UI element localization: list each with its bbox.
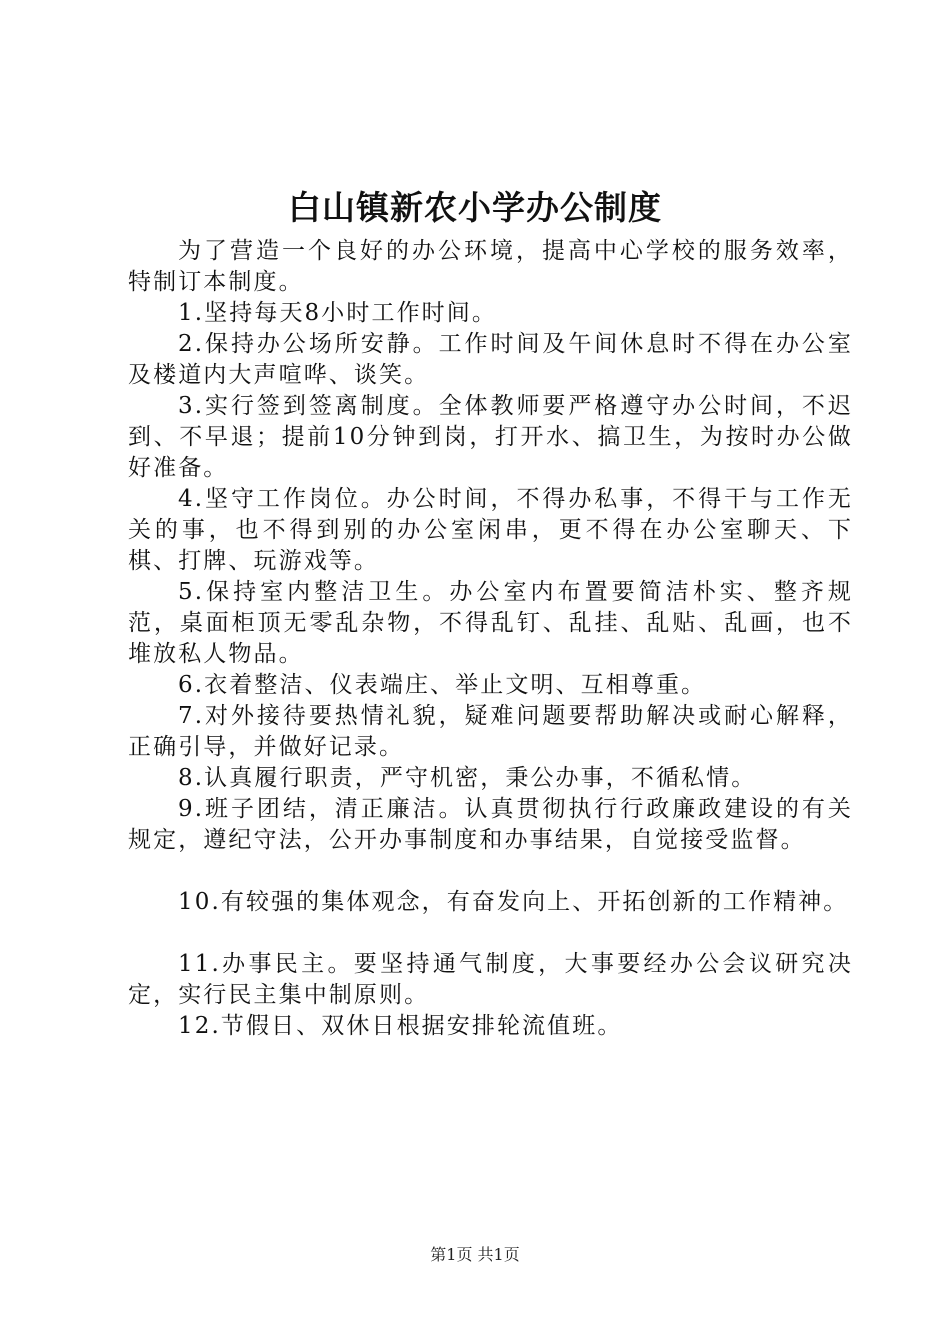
rule-item-4: 4.坚守工作岗位。办公时间，不得办私事，不得干与工作无关的事，也不得到别的办公室闲串，更不得在办公室聊天、下棋、打牌、玩游戏等。	[128, 486, 853, 574]
document-title: 白山镇新农小学办公制度	[288, 188, 662, 227]
rule-item-8: 8.认真履行职责，严守机密，秉公办事，不循私情。	[178, 765, 757, 791]
document-body	[128, 236, 853, 1042]
rule-item-1: 1.坚持每天8小时工作时间。	[178, 300, 497, 326]
rule-item-7: 7.对外接待要热情礼貌，疑难问题要帮助解决或耐心解释，正确引导，并做好记录。	[128, 703, 853, 760]
rule-item-2: 2.保持办公场所安静。工作时间及午间休息时不得在办公室及楼道内大声喧哗、谈笑。	[128, 331, 853, 388]
rule-item-9: 9.班子团结，清正廉洁。认真贯彻执行行政廉政建设的有关规定，遵纪守法，公开办事制度和办事结果，自觉接受监督。	[128, 796, 853, 853]
rule-item-11: 11.办事民主。要坚持通气制度，大事要经办公会议研究决定，实行民主集中制原则。	[128, 951, 853, 1008]
intro-paragraph: 为了营造一个良好的办公环境，提高中心学校的服务效率，特制订本制度。	[128, 238, 853, 295]
page-footer: 第1页 共1页	[430, 1245, 520, 1264]
rule-item-3: 3.实行签到签离制度。全体教师要严格遵守办公时间，不迟到、不早退；提前10分钟到岗，打开水、搞卫生，为按时办公做好准备。	[128, 393, 853, 481]
rule-item-5: 5.保持室内整洁卫生。办公室内布置要简洁朴实、整齐规范，桌面柜顶无零乱杂物，不得乱钉、乱挂、乱贴、乱画，也不堆放私人物品。	[128, 579, 853, 667]
rule-item-6: 6.衣着整洁、仪表端庄、举止文明、互相尊重。	[178, 672, 707, 698]
rule-item-10: 10.有较强的集体观念，有奋发向上、开拓创新的工作精神。	[178, 889, 849, 915]
rule-item-12: 12.节假日、双休日根据安排轮流值班。	[178, 1013, 623, 1039]
